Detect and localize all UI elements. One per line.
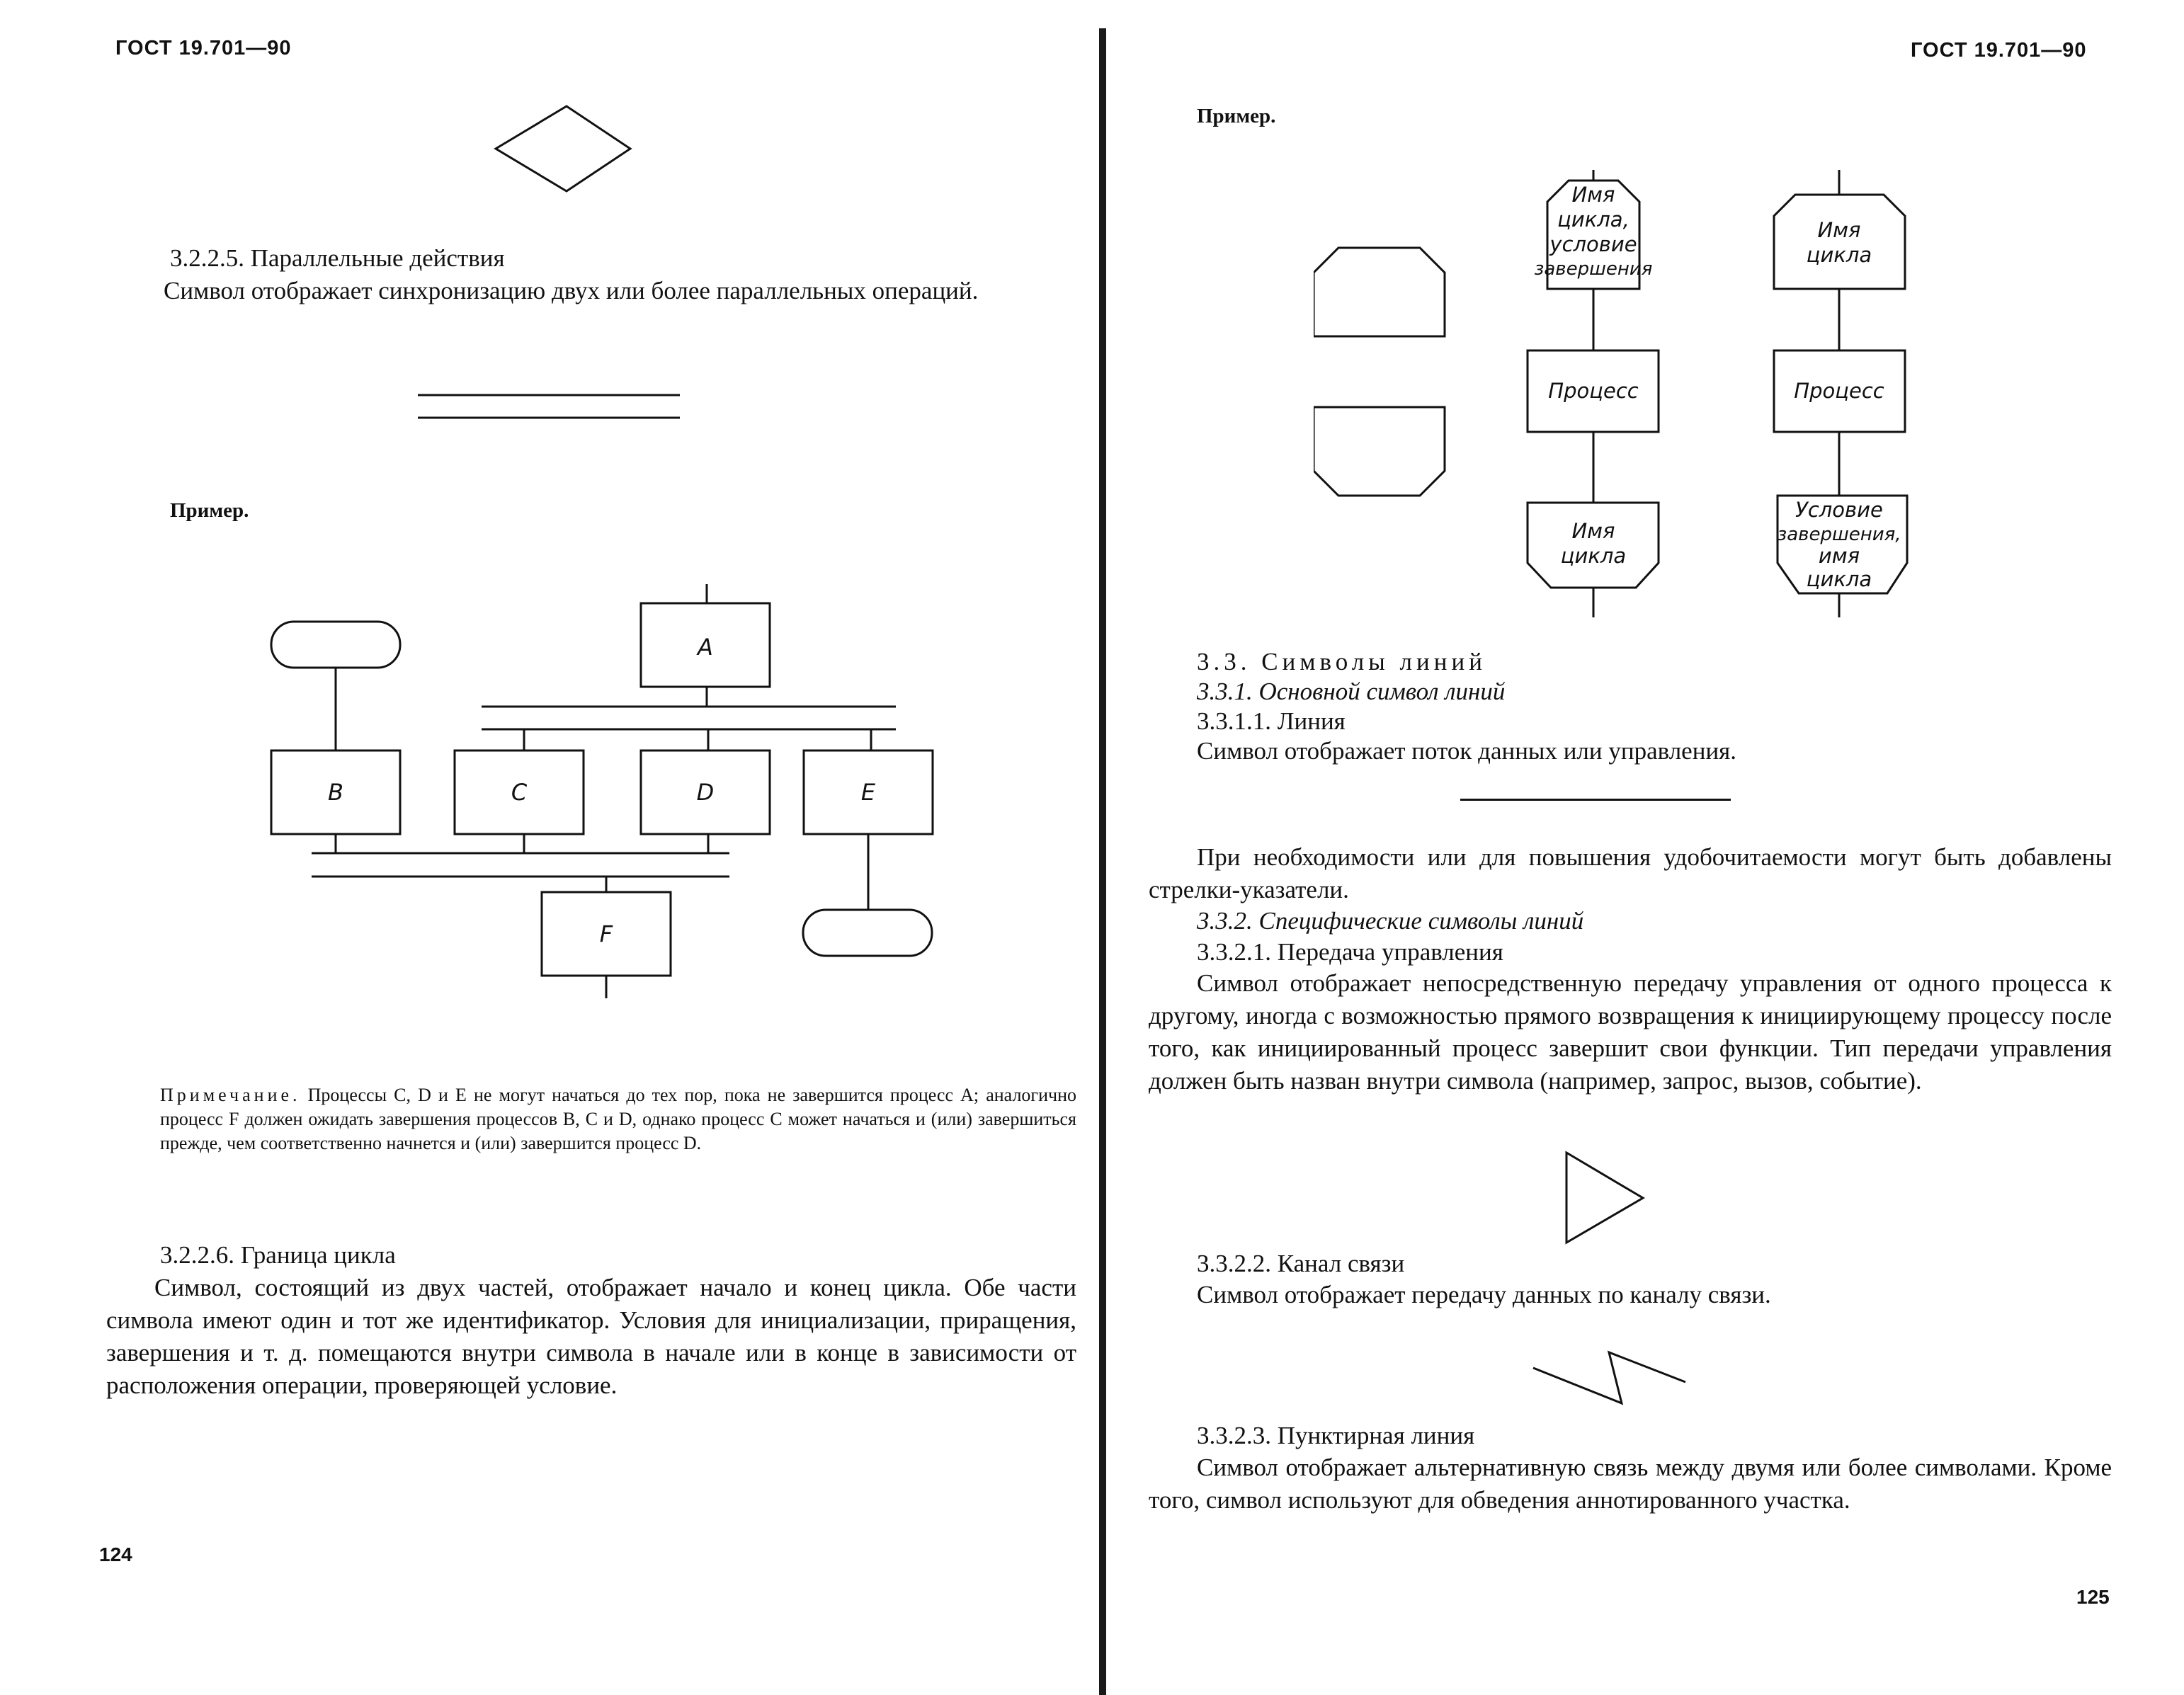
line-symbol-text: Символ отображает поток данных или управления. [1197,737,1737,765]
page-spine [1099,28,1106,1695]
left-page-number: 124 [99,1543,132,1565]
section-3-2-2-5-heading: 3.2.2.5. Параллельные действия [170,244,505,272]
section-3-2-2-6-text: Символ, состоящий из двух частей, отображает начало и конец цикла. Обе части символа имеют один и тот же идентификатор. Условия для инициализации, приращения, завершения и т. д. помещаются внутри символа в начале или в конце в зависимости от расположения операции, проверяющей условие. [106,1274,1076,1399]
terminator-bottom [803,910,932,956]
left-note [160,1083,1076,1155]
note-text: Процессы C, D и E не могут начаться до тех пор, пока не завершится процесс A; аналогично процесс F должен ожидать завершения процессов B, C и D, однако процесс C может начаться и (или) завершиться прежде, чем соответственно начнется и (или) завершится процесс D. [160,1085,1076,1153]
section-3-2-2-6-heading: 3.2.2.6. Граница цикла [160,1241,396,1269]
col2-top-line-1: Имя [1817,218,1861,242]
line-symbol [1460,799,1731,801]
label-b: B [328,779,343,806]
col2-top-line-2: цикла [1806,243,1872,267]
label-c: C [511,779,528,806]
col1-bottom-line-2: цикла [1560,544,1627,568]
communication-link-symbol [1530,1345,1693,1409]
parallel-symbol [414,389,683,425]
control-transfer-text: Символ отображает непосредственную передачу управления от одного процесса к другому, иногда с возможностью прямого возвращения к инициирующему процессу после того, как инициированный процесс завершит свои функции. Тип передачи управления должен быть назван внутри символа (например, запрос, вызов, событие). [1149,969,2112,1095]
note-prefix: Примечание. [160,1085,301,1105]
col1-top-line-2: цикла, [1557,207,1630,232]
section-3-3-2-heading: 3.3.2. Специфические символы линий [1197,907,1584,935]
right-example-label: Пример. [1197,105,1276,127]
col2-bottom-line-1: Условие [1795,498,1883,522]
label-a: A [698,634,713,661]
section-3-3-1-heading: 3.3.1. Основной символ линий [1197,678,1506,705]
col1-top-line-4: завершения [1534,258,1653,280]
col1-top-line-3: условие [1549,232,1637,256]
label-f: F [599,920,613,947]
right-page-number: 125 [2076,1586,2110,1608]
col1-bottom-line-1: Имя [1571,519,1615,543]
control-transfer-symbol [1558,1147,1650,1246]
decision-symbol [489,103,644,195]
label-d: D [696,779,715,806]
channel-text: Символ отображает передачу данных по каналу связи. [1197,1281,1771,1308]
section-3-3-2-3-heading: 3.3.2.3. Пунктирная линия [1197,1422,1475,1449]
left-page-header: ГОСТ 19.701—90 [115,37,292,59]
label-e: E [860,779,876,806]
col1-top-line-1: Имя [1571,183,1615,207]
col2-process-label: Процесс [1794,379,1884,403]
section-3-3-2-1-heading: 3.3.2.1. Передача управления [1197,938,1503,966]
section-3-3-1-1-heading: 3.3.1.1. Линия [1197,707,1346,735]
col2-bottom-line-4: цикла [1806,567,1872,591]
section-3-3-heading: 3.3. Символы линий [1197,648,1486,675]
dotted-line-text: Символ отображает альтернативную связь между двумя или более символами. Кроме того, символ используют для обведения аннотированного участка. [1149,1454,2112,1514]
right-page-header: ГОСТ 19.701—90 [1911,39,2087,62]
col2-bottom-line-2: завершения, [1777,524,1901,545]
terminator-top [271,622,400,668]
loop-end-symbol [1314,407,1445,496]
parallel-example-diagram [262,581,956,1005]
loop-boundary-diagram [1314,170,1951,623]
col1-process-label: Процесс [1548,379,1639,403]
loop-start-symbol [1314,248,1445,336]
section-3-3-2-2-heading: 3.3.2.2. Канал связи [1197,1250,1405,1277]
section-3-2-2-5-text: Символ отображает синхронизацию двух или более параллельных операций. [164,277,979,304]
col2-bottom-line-3: имя [1818,544,1860,568]
arrows-text: При необходимости или для повышения удобочитаемости могут быть добавлены стрелки-указатели. [1149,843,2112,903]
left-example-label: Пример. [170,499,249,522]
